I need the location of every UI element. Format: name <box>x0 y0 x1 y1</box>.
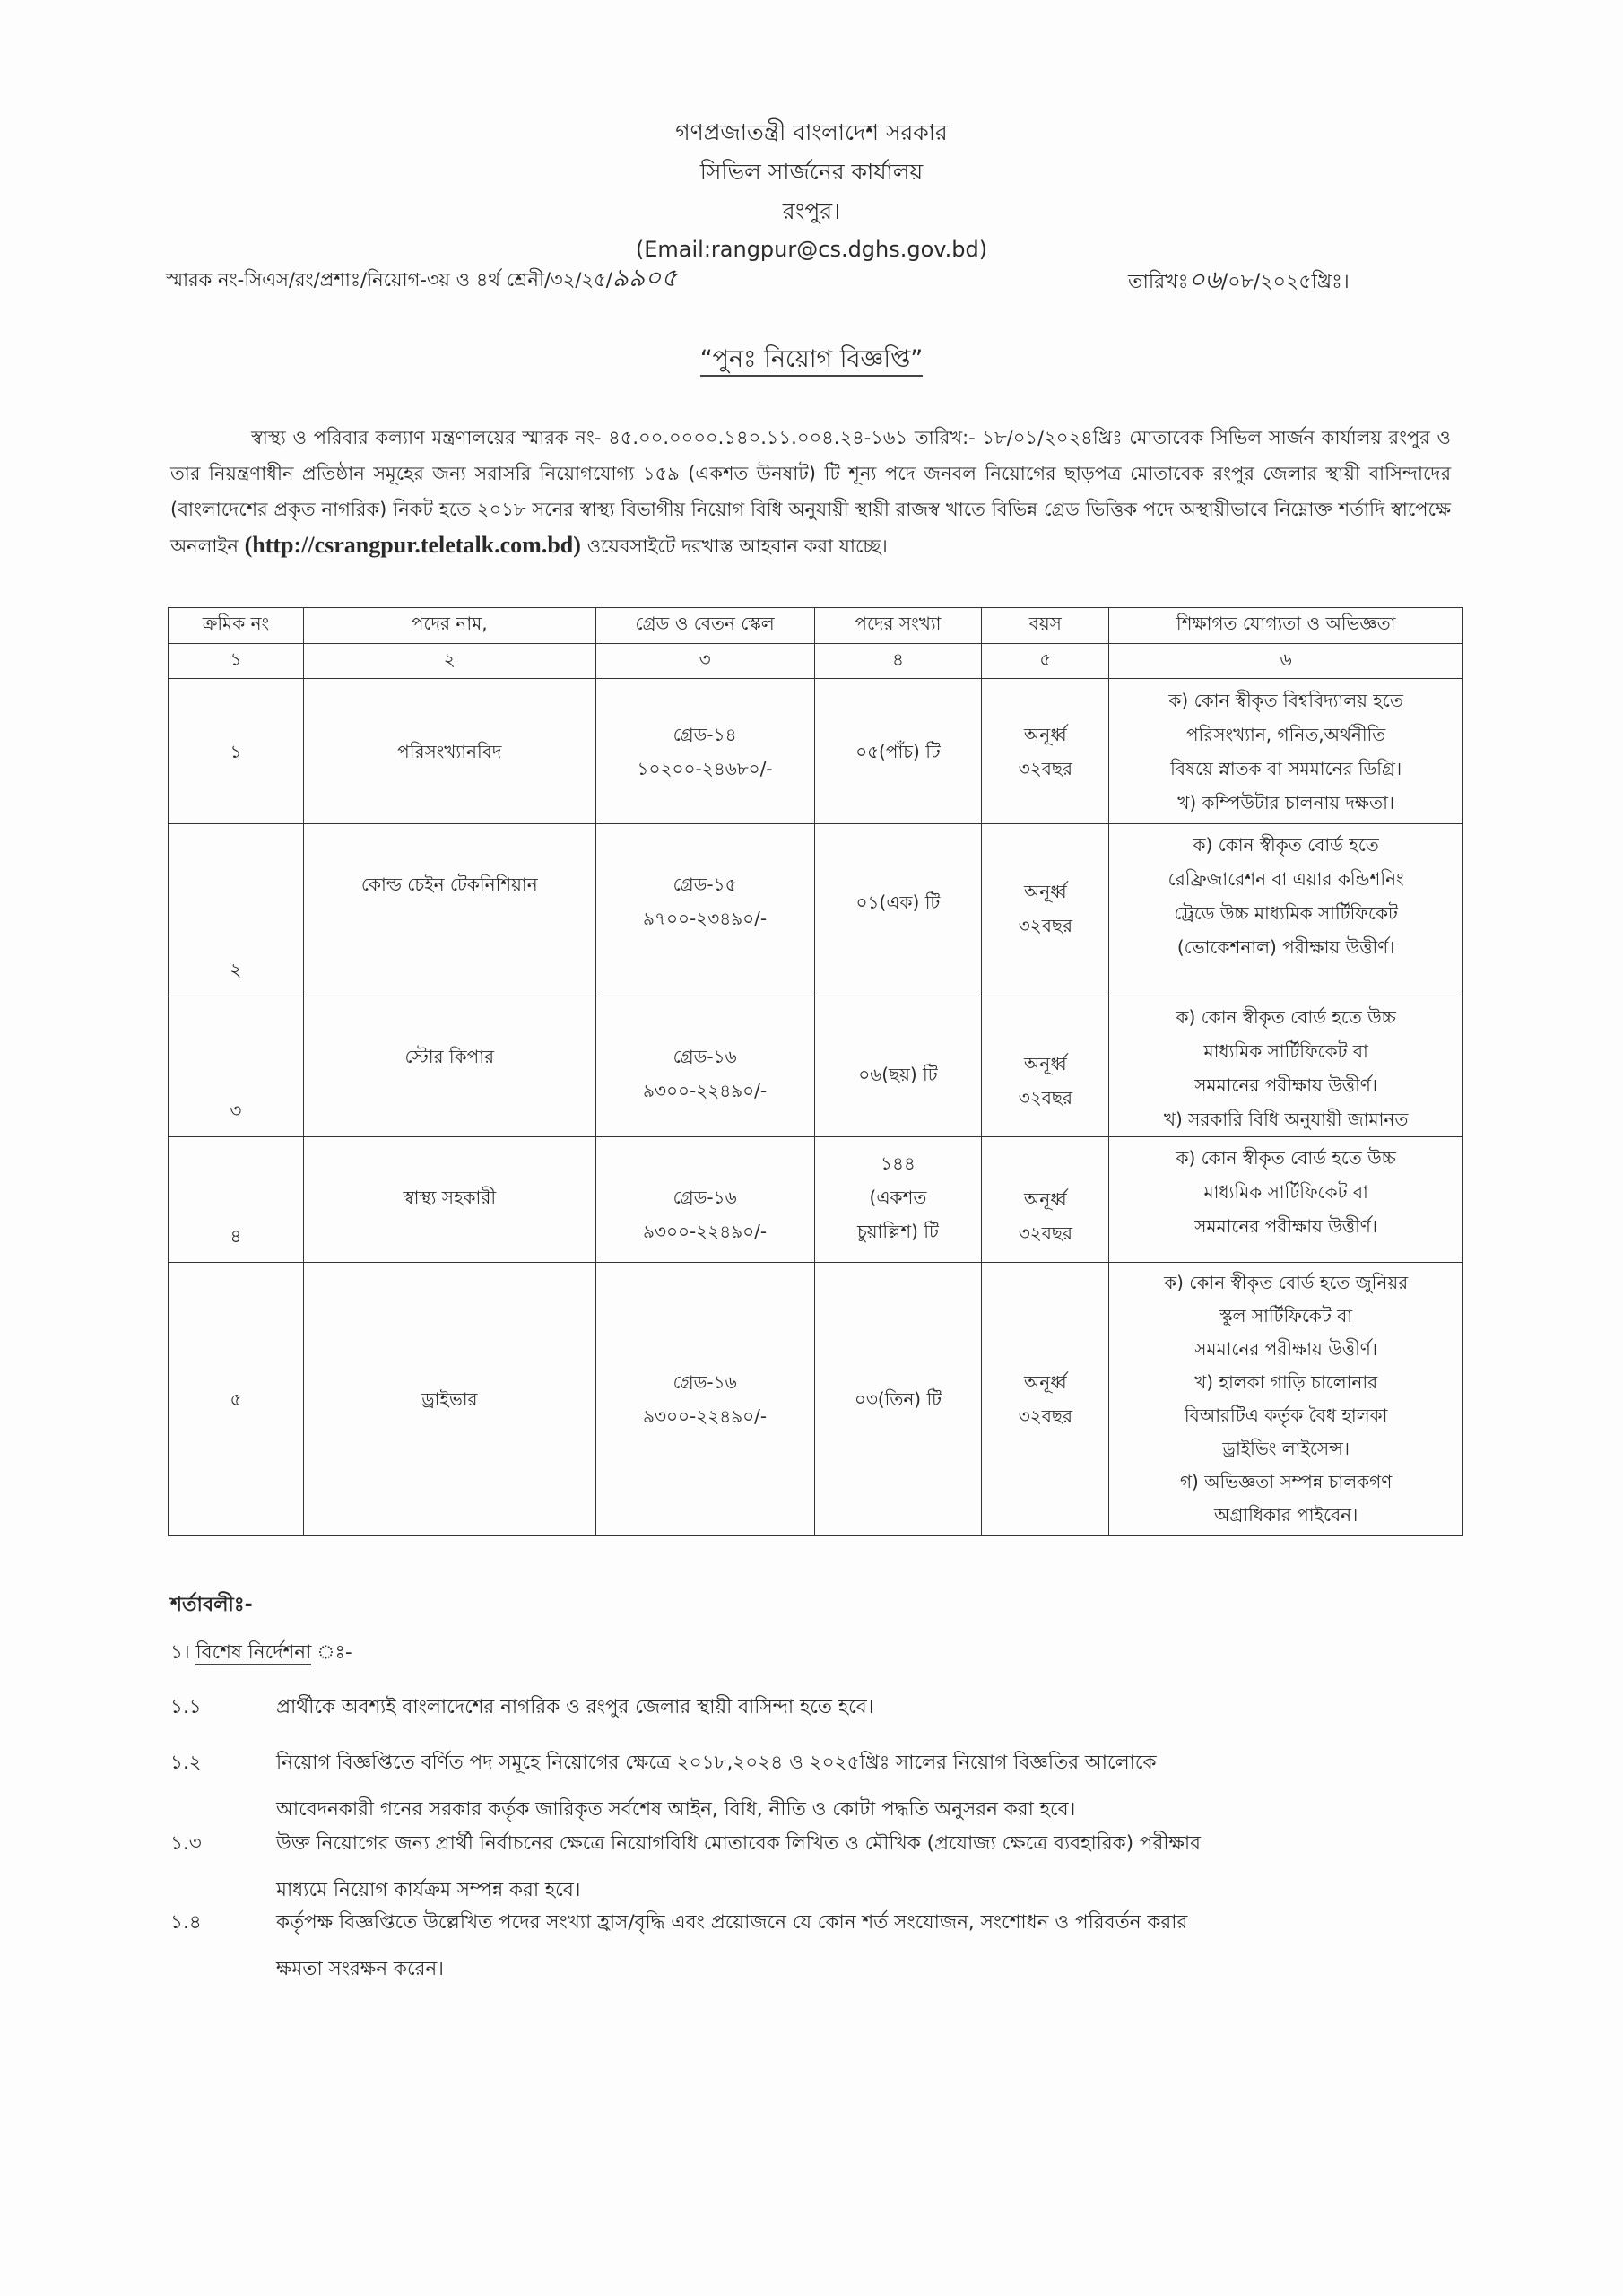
cell-qualification <box>1109 1137 1463 1263</box>
cell-age <box>982 1263 1109 1536</box>
header-serial: ক্রমিক নং <box>169 608 304 644</box>
cell-grade-scale-line: ১০২০০-২৪৬৮০/- <box>637 757 773 779</box>
cell-age-line: ৩২বছর <box>1018 1222 1072 1244</box>
cell-age-line: ৩২বছর <box>1018 757 1072 779</box>
cell-grade-scale-line: গ্রেড-১৬ <box>673 1187 737 1208</box>
terms-item-line: ক্ষমতা সংরক্ষন করেন। <box>276 1958 444 1980</box>
table-row <box>169 824 1463 996</box>
cell-post-count <box>814 1263 982 1536</box>
cell-serial-line: ৩ <box>230 1100 242 1121</box>
cell-qualification-line: ক) কোন স্বীকৃত বোর্ড হতে জুনিয়র <box>1164 1272 1409 1293</box>
cell-qualification-line: সমমানের পরীক্ষায় উত্তীর্ণ। <box>1194 1074 1378 1096</box>
cell-grade-scale <box>595 1263 814 1536</box>
cell-qualification-line: ক) কোন স্বীকৃত বিশ্ববিদ্যালয় হতে <box>1168 689 1403 711</box>
terms-item-number: ১.২ <box>170 1752 202 1774</box>
table-header-row <box>169 608 1463 644</box>
terms-item-number: ১.১ <box>170 1696 202 1718</box>
cell-post <box>303 996 595 1137</box>
cell-post-count-line: ০৩(তিন) টি <box>854 1388 942 1410</box>
cell-post-count <box>814 824 982 996</box>
terms-item-line: প্রার্থীকে অবশ্যই বাংলাদেশের নাগরিক ও রংপুর জেলার স্থায়ী বাসিন্দা হতে হবে। <box>276 1696 874 1718</box>
cell-post-count <box>814 1137 982 1263</box>
header-qualification: শিক্ষাগত যোগ্যতা ও অভিজ্ঞতা <box>1109 608 1463 644</box>
cell-qualification <box>1109 996 1463 1137</box>
cell-qualification-line: সমমানের পরীক্ষায় উত্তীর্ণ। <box>1194 1215 1378 1237</box>
cell-qualification-line: স্কুল সার্টিফিকেট বা <box>1219 1305 1353 1326</box>
cell-age-line: অনূর্ধ্ব <box>1023 1188 1067 1210</box>
column-number: ৬ <box>1109 644 1463 679</box>
column-number: ৩ <box>595 644 814 679</box>
terms-section-suffix: ঃ- <box>311 1641 352 1664</box>
cell-qualification-line: রেফ্রিজারেশন বা এয়ার কন্ডিশনিং <box>1167 868 1404 890</box>
cell-qualification-line: পরিসংখ্যান, গনিত,অর্থনীতি <box>1185 723 1386 745</box>
cell-qualification <box>1109 679 1463 824</box>
column-number: ৫ <box>982 644 1109 679</box>
terms-item-number: ১.৪ <box>170 1911 202 1934</box>
cell-post-line: পরিসংখ্যানবিদ <box>397 740 502 762</box>
cell-qualification-line: খ) হালকা গাড়ি চালোনার <box>1194 1371 1378 1393</box>
cell-post-count-line: ০৬(ছয়) টি <box>858 1064 938 1085</box>
terms-section-1 <box>170 1638 352 1670</box>
cell-qualification-line: খ) সরকারি বিধি অনুযায়ী জামানত <box>1163 1109 1409 1130</box>
date-rest: /০৮/২০২৫খ্রিঃ। <box>1220 271 1350 293</box>
cell-qualification-line: ড্রাইভিং লাইসেন্স। <box>1222 1438 1350 1459</box>
terms-section-number: ১। <box>170 1641 190 1664</box>
terms-item-line: মাধ্যমে নিয়োগ কার্যক্রম সম্পন্ন করা হবে। <box>276 1879 581 1901</box>
header-grade: গ্রেড ও বেতন স্কেল <box>595 608 814 644</box>
cell-qualification-line: (ভোকেশনাল) পরীক্ষায় উত্তীর্ণ। <box>1176 936 1395 958</box>
table-row <box>169 1263 1463 1536</box>
cell-qualification <box>1109 824 1463 996</box>
cell-age <box>982 679 1109 824</box>
cell-age-line: অনূর্ধ্ব <box>1023 1053 1067 1074</box>
cell-qualification <box>1109 1263 1463 1536</box>
terms-item-line: উক্ত নিয়োগের জন্য প্রার্থী নির্বাচনের ক্ষেত্রে নিয়োগবিধি মোতাবেক লিখিত ও মৌখিক (প্রযোজ্য ক্ষেত্রে ব্যবহারিক) পরীক্ষার <box>276 1832 1201 1855</box>
vacancy-table <box>168 607 1463 1536</box>
cell-serial-line: ৫ <box>230 1388 242 1410</box>
terms-item-line: আবেদনকারী গনের সরকার কর্তৃক জারিকৃত সর্বশেষ আইন, বিধি, নীতি ও কোটা পদ্ধতি অনুসরন করা হবে। <box>276 1798 1076 1821</box>
cell-post <box>303 824 595 996</box>
cell-serial <box>169 996 304 1137</box>
cell-post <box>303 1137 595 1263</box>
cell-qualification-line: ক) কোন স্বীকৃত বোর্ড হতে উচ্চ <box>1176 1147 1396 1169</box>
cell-grade-scale-line: গ্রেড-১৪ <box>673 723 737 745</box>
terms-heading: শর্তাবলীঃ- <box>170 1594 253 1616</box>
cell-age-line: অনূর্ধ্ব <box>1023 723 1067 745</box>
cell-serial-line: ৪ <box>230 1225 242 1247</box>
cell-serial-line: ২ <box>230 959 242 980</box>
column-number: ১ <box>169 644 304 679</box>
cell-grade-scale-line: ৯৩০০-২২৪৯০/- <box>643 1221 768 1242</box>
cell-serial <box>169 1263 304 1536</box>
terms-item-line: নিয়োগ বিজ্ঞপ্তিতে বর্ণিত পদ সমূহে নিয়োগের ক্ষেত্রে ২০১৮,২০২৪ ও ২০২৫খ্রিঃ সালের নিয়োগ বিজ্ঞতির আলোকে <box>276 1752 1157 1774</box>
header-count: পদের সংখ্যা <box>814 608 982 644</box>
cell-post-count-line: ০১(এক) টি <box>855 891 941 913</box>
cell-age <box>982 824 1109 996</box>
cell-grade-scale-line: গ্রেড-১৫ <box>673 874 737 895</box>
header-post: পদের নাম, <box>303 608 595 644</box>
cell-qualification-line: মাধ্যমিক সার্টিফিকেট বা <box>1203 1181 1368 1203</box>
terms-item <box>170 1740 1453 1833</box>
cell-age-line: ৩২বছর <box>1018 915 1072 936</box>
intro-tail: ওয়েবসাইটে দরখাস্ত আহবান করা যাচ্ছে। <box>580 535 888 557</box>
table-column-number-row <box>169 644 1463 679</box>
notice-title <box>0 341 1623 381</box>
terms-item <box>170 1900 1453 1993</box>
cell-post-count <box>814 996 982 1137</box>
cell-qualification-line: বিষয়ে স্নাতক বা সমমানের ডিগ্রি। <box>1170 757 1402 779</box>
cell-post-count-line: চুয়াল্লিশ) টি <box>856 1221 939 1242</box>
cell-grade-scale-line: গ্রেড-১৬ <box>673 1046 737 1067</box>
cell-grade-scale <box>595 679 814 824</box>
cell-qualification-line: মাধ্যমিক সার্টিফিকেট বা <box>1203 1040 1368 1062</box>
cell-serial-line: ১ <box>230 740 242 762</box>
terms-item-line: কর্তৃপক্ষ বিজ্ঞপ্তিতে উল্লেখিত পদের সংখ্যা হ্রাস/বৃদ্ধি এবং প্রয়োজনে যে কোন শর্ত সংযোজন, সংশোধন ও পরিবর্তন করার <box>276 1911 1188 1934</box>
cell-age-line: অনূর্ধ্ব <box>1023 1371 1067 1393</box>
cell-grade-scale-line: ৯৩০০-২২৪৯০/- <box>643 1405 768 1427</box>
cell-post-line: কোল্ড চেইন টেকনিশিয়ান <box>360 874 538 895</box>
table-row <box>169 679 1463 824</box>
table-row <box>169 996 1463 1137</box>
cell-grade-scale-line: গ্রেড-১৬ <box>673 1371 737 1393</box>
cell-serial <box>169 1137 304 1263</box>
office-name: সিভিল সার্জনের কার্যালয় <box>699 159 924 185</box>
cell-grade-scale <box>595 996 814 1137</box>
cell-grade-scale-line: ৯৭০০-২৩৪৯০/- <box>643 908 768 929</box>
office-email[interactable]: (Email:rangpur@cs.dghs.gov.bd) <box>635 237 988 262</box>
date-label: তারিখঃ <box>1128 271 1189 293</box>
cell-age <box>982 996 1109 1137</box>
cell-serial <box>169 679 304 824</box>
cell-age <box>982 1137 1109 1263</box>
cell-qualification-line: গ) অভিজ্ঞতা সম্পন্ন চালকগণ <box>1179 1471 1393 1492</box>
cell-post <box>303 679 595 824</box>
memo-date <box>1128 260 1350 302</box>
government-name: গণপ্রজাতন্ত্রী বাংলাদেশ সরকার <box>675 119 948 145</box>
cell-post-line: ড্রাইভার <box>421 1388 478 1410</box>
cell-qualification-line: ক) কোন স্বীকৃত বোর্ড হতে <box>1193 834 1379 856</box>
cell-qualification-line: ট্রেডে উচ্চ মাধ্যমিক সার্টিফিকেট <box>1174 902 1398 924</box>
cell-post-count <box>814 679 982 824</box>
cell-post-count-line: (একশত <box>869 1187 927 1208</box>
cell-post-line: স্বাস্থ্য সহকারী <box>403 1187 497 1208</box>
application-url[interactable]: (http://csrangpur.teletalk.com.bd) <box>244 532 581 558</box>
date-handwritten-day: ০৬ <box>1188 265 1221 294</box>
memo-reference-text: স্মারক নং-সিএস/রং/প্রশাঃ/নিয়োগ-৩য় ও ৪র্থ শ্রেনী/৩২/২৫/ <box>166 269 612 291</box>
office-city: রংপুর। <box>782 198 841 224</box>
cell-age-line: অনূর্ধ্ব <box>1023 881 1067 902</box>
intro-paragraph <box>170 420 1451 564</box>
column-number: ৪ <box>814 644 982 679</box>
table-row <box>169 1137 1463 1263</box>
intro-text: স্বাস্থ্য ও পরিবার কল্যাণ মন্ত্রণালয়ের স্মারক নং- ৪৫.০০.০০০০.১৪০.১১.০০৪.২৪-১৬১ তারিখ:- ১৮/০১/২০২৪খ্রিঃ মোতাবেক সিভিল সার্জন কার্যালয় রংপুর ও তার নিয়ন্ত্রণাধীন প্রতিষ্ঠান সমূহের জন্য সরাসরি নিয়োগযোগ্য ১৫৯ (একশত উনষাট) টি শূন্য পদে জনবল নিয়োগের ছাড়পত্র মোতাবেক রংপুর জেলার স্থায়ী বাসিন্দাদের (বাংলাদেশের প্রকৃত নাগরিক) নিকট হতে ২০১৮ সনের স্বাস্থ্য বিভাগীয় নিয়োগ বিধি অনুযায়ী স্থায়ী রাজস্ব খাতে বিভিন্ন গ্রেড ভিত্তিক পদে অস্থায়ীভাবে নিম্নোক্ত শর্তাদি স্বাপেক্ষে অনলাইন <box>170 427 1451 557</box>
cell-grade-scale <box>595 824 814 996</box>
cell-post-count-line: ০৫(পাঁচ) টি <box>855 740 941 762</box>
memo-reference <box>166 258 678 300</box>
cell-qualification-line: অগ্রাধিকার পাইবেন। <box>1214 1504 1358 1526</box>
cell-post-count-line: ১৪৪ <box>880 1152 916 1174</box>
cell-serial <box>169 824 304 996</box>
cell-grade-scale <box>595 1137 814 1263</box>
cell-age-line: ৩২বছর <box>1018 1405 1072 1427</box>
notice-title-text: “পুনঃ নিয়োগ বিজ্ঞপ্তি” <box>700 345 924 377</box>
cell-post <box>303 1263 595 1536</box>
cell-qualification-line: ক) কোন স্বীকৃত বোর্ড হতে উচ্চ <box>1176 1006 1396 1028</box>
memo-handwritten-number: ৯৯০৫ <box>612 263 678 292</box>
column-number: ২ <box>303 644 595 679</box>
cell-post-line: স্টোর কিপার <box>404 1046 495 1067</box>
terms-section-title: বিশেষ নির্দেশনা <box>195 1641 312 1664</box>
header-age: বয়স <box>982 608 1109 644</box>
cell-qualification-line: সমমানের পরীক্ষায় উত্তীর্ণ। <box>1194 1338 1378 1360</box>
cell-age-line: ৩২বছর <box>1018 1087 1072 1109</box>
cell-qualification-line: খ) কম্পিউটার চালনায় দক্ষতা। <box>1177 791 1395 813</box>
terms-item <box>170 1684 1453 1731</box>
terms-item-number: ১.৩ <box>170 1832 202 1855</box>
cell-grade-scale-line: ৯৩০০-২২৪৯০/- <box>643 1080 768 1101</box>
cell-qualification-line: বিআরটিএ কর্তৃক বৈধ হালকা <box>1184 1405 1388 1426</box>
